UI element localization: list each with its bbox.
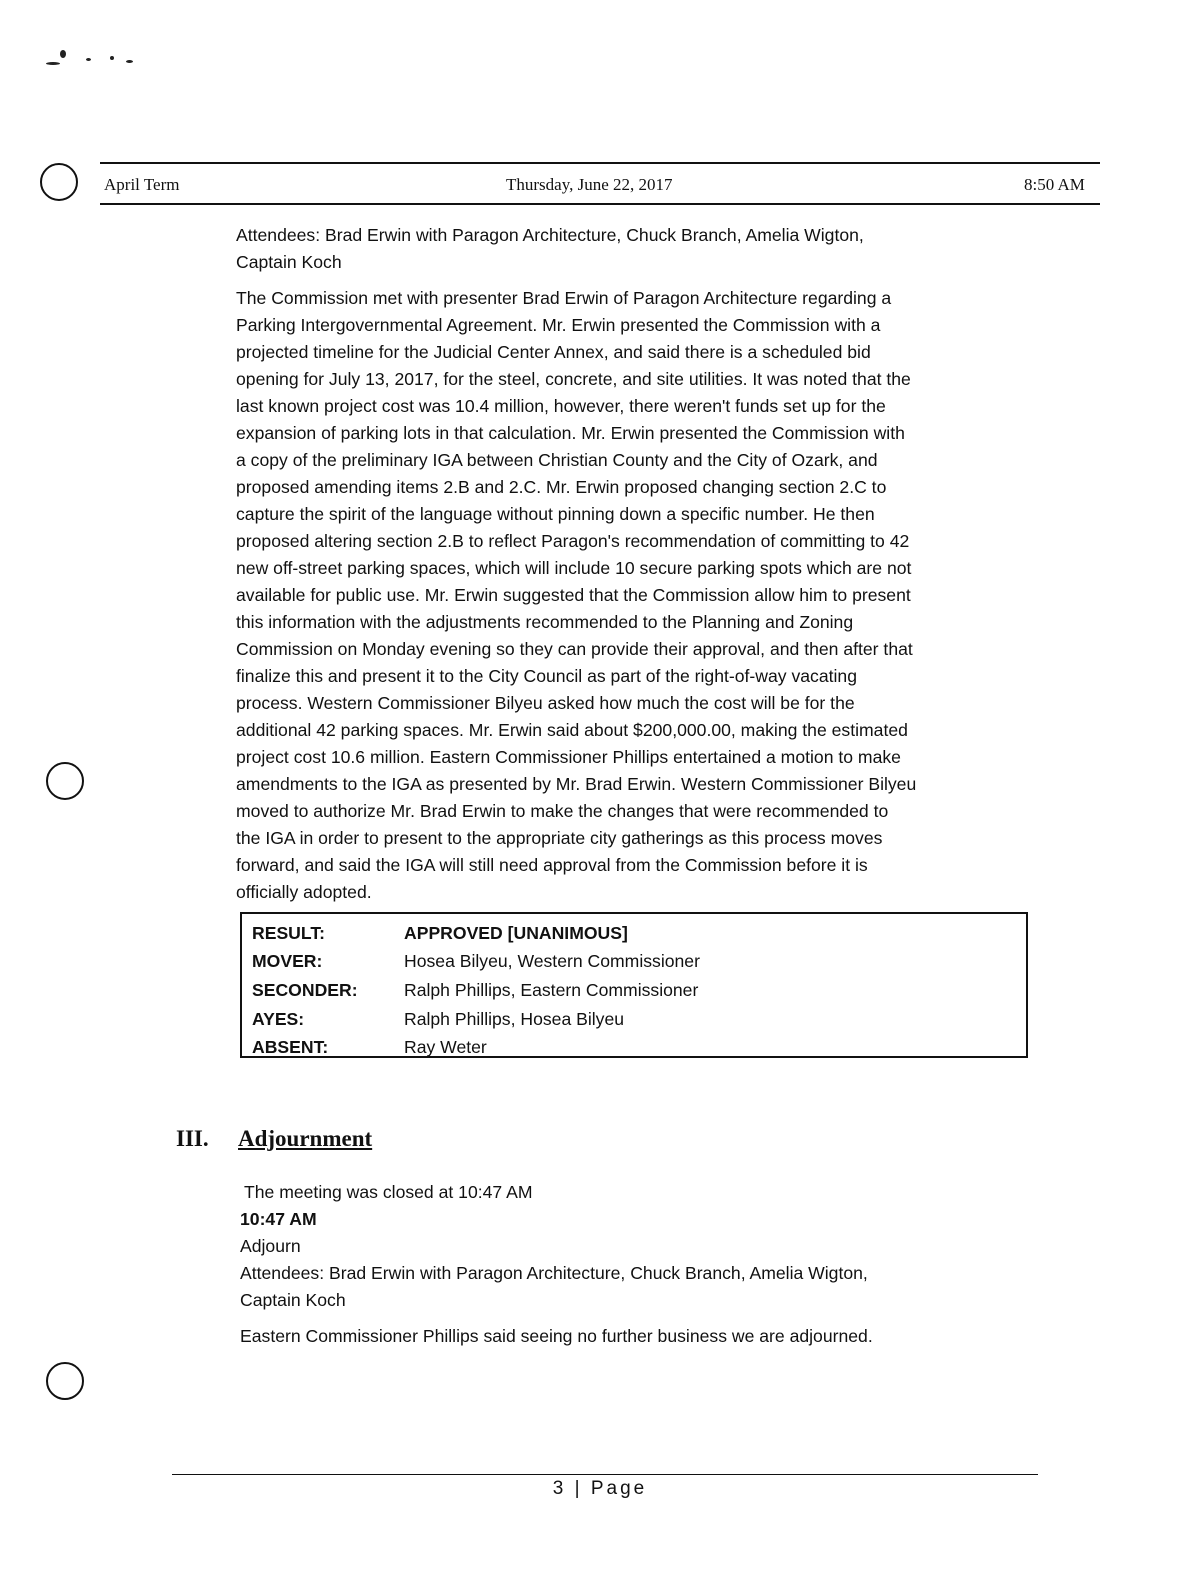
adjournment-time: 10:47 AM <box>240 1209 317 1229</box>
paragraph-line: the IGA in order to present to the appropriate city gatherings as this process moves <box>236 828 883 848</box>
attendees-line: Captain Koch <box>240 1290 346 1310</box>
vote-label: MOVER: <box>252 951 323 971</box>
vote-row-seconder <box>252 976 1016 1005</box>
adjournment-attendees <box>240 1260 1060 1314</box>
adjournment-action: Adjourn <box>240 1236 301 1256</box>
attendees-line: Captain Koch <box>236 252 342 272</box>
section-title: Adjournment <box>238 1126 373 1151</box>
vote-row-ayes <box>252 1005 1016 1034</box>
vote-absent-value: Ray Weter <box>404 1037 487 1057</box>
vote-result-value: APPROVED [UNANIMOUS] <box>404 923 628 943</box>
paragraph-line: this information with the adjustments recommended to the Planning and Zoning <box>236 612 854 632</box>
vote-mover-value: Hosea Bilyeu, Western Commissioner <box>404 951 700 971</box>
paragraph-line: moved to authorize Mr. Brad Erwin to make the changes that were recommended to <box>236 801 889 821</box>
minutes-paragraph <box>236 285 1056 906</box>
paragraph-line: projected timeline for the Judicial Center Annex, and said there is a scheduled bid <box>236 342 871 362</box>
vote-ayes-value: Ralph Phillips, Hosea Bilyeu <box>404 1009 625 1029</box>
vote-row-absent <box>252 1033 1016 1062</box>
paragraph-line: proposed altering section 2.B to reflect Paragon's recommendation of committing to 42 <box>236 531 910 551</box>
attendees-line: Attendees: Brad Erwin with Paragon Architecture, Chuck Branch, Amelia Wigton, <box>236 225 864 245</box>
paragraph-line: available for public use. Mr. Erwin suggested that the Commission allow him to present <box>236 585 911 605</box>
paragraph-line: last known project cost was 10.4 million, however, there weren't funds set up for the <box>236 396 886 416</box>
paragraph-line: new off-street parking spaces, which will include 10 secure parking spots which are not <box>236 558 912 578</box>
paragraph-line: amendments to the IGA as presented by Mr. Brad Erwin. Western Commissioner Bilyeu <box>236 774 917 794</box>
paragraph-line: The Commission met with presenter Brad Erwin of Paragon Architecture regarding a <box>236 288 892 308</box>
paragraph-line: Parking Intergovernmental Agreement. Mr. Erwin presented the Commission with a <box>236 315 881 335</box>
vote-label: RESULT: <box>252 923 325 943</box>
paragraph-line: a copy of the preliminary IGA between Christian County and the City of Ozark, and <box>236 450 878 470</box>
paragraph-line: Commission on Monday evening so they can provide their approval, and then after that <box>236 639 913 659</box>
header-date: Thursday, June 22, 2017 <box>506 175 673 194</box>
paragraph-line: capture the spirit of the language without pinning down a specific number. He then <box>236 504 875 524</box>
punch-hole-top <box>40 163 78 201</box>
paragraph-line: forward, and said the IGA will still need approval from the Commission before it is <box>236 855 868 875</box>
vote-label: AYES: <box>252 1009 305 1029</box>
adjournment-closing-statement: Eastern Commissioner Phillips said seeing no further business we are adjourned. <box>240 1326 873 1346</box>
footer-rule <box>172 1474 1038 1475</box>
paragraph-line: proposed amending items 2.B and 2.C. Mr. Erwin proposed changing section 2.C to <box>236 477 887 497</box>
paragraph-line: expansion of parking lots in that calculation. Mr. Erwin presented the Commission with <box>236 423 905 443</box>
header-term: April Term <box>104 175 180 194</box>
paragraph-line: finalize this and present it to the City Council as part of the right-of-way vacating <box>236 666 857 686</box>
vote-row-mover <box>252 947 1016 976</box>
section-number: III. <box>176 1126 209 1151</box>
vote-seconder-value: Ralph Phillips, Eastern Commissioner <box>404 980 699 1000</box>
attendees-block <box>236 222 1056 276</box>
header-time: 8:50 AM <box>1024 175 1085 194</box>
punch-hole-middle <box>46 762 84 800</box>
vote-result-table <box>240 912 1028 1058</box>
attendees-line: Attendees: Brad Erwin with Paragon Architecture, Chuck Branch, Amelia Wigton, <box>240 1263 868 1283</box>
punch-hole-bottom <box>46 1362 84 1400</box>
paragraph-line: opening for July 13, 2017, for the steel, concrete, and site utilities. It was noted that the <box>236 369 911 389</box>
vote-label: SECONDER: <box>252 980 358 1000</box>
paragraph-line: additional 42 parking spaces. Mr. Erwin said about $200,000.00, making the estimated <box>236 720 908 740</box>
vote-label: ABSENT: <box>252 1037 329 1057</box>
paragraph-line: project cost 10.6 million. Eastern Commissioner Phillips entertained a motion to make <box>236 747 901 767</box>
vote-row-result <box>252 919 1016 948</box>
paragraph-line: officially adopted. <box>236 882 372 902</box>
paragraph-line: process. Western Commissioner Bilyeu asked how much the cost will be for the <box>236 693 855 713</box>
adjournment-closed-note: The meeting was closed at 10:47 AM <box>244 1182 533 1202</box>
header-bottom-rule <box>100 203 1100 205</box>
page-number: 3 | Page <box>552 1478 648 1499</box>
header-top-rule <box>100 162 1100 164</box>
